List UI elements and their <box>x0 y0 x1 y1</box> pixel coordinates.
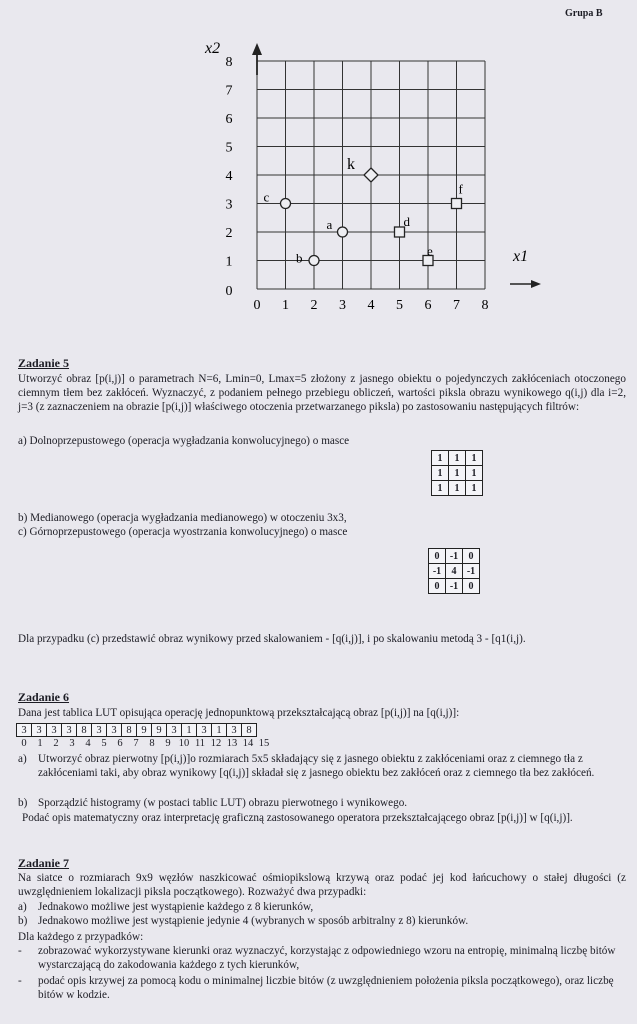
lut-index-label: 8 <box>149 738 155 749</box>
zadanie6-intro: Dana jest tablica LUT opisująca operację jednopunktową przekształcającą obraz [p(i,j)] na [q(i,j)]: <box>18 707 460 719</box>
mask-highpass <box>428 548 480 594</box>
lut-index-label: 4 <box>85 738 91 749</box>
zadanie5-item-a: a) Dolnoprzepustowego (operacja wygładzania konwolucyjnego) o masce <box>18 435 350 447</box>
lut-table <box>16 723 257 737</box>
grid-point-d-label: d <box>403 214 410 229</box>
y-tick-label: 4 <box>225 169 233 184</box>
grid-point-b-label: b <box>296 250 303 266</box>
x-tick-label: 6 <box>424 298 432 313</box>
y-tick-label: 8 <box>225 55 233 70</box>
zadanie7-a-text: Jednakowo możliwe jest wystąpienie każdego z 8 kierunków, <box>38 901 314 913</box>
lut-cell: 1 <box>182 724 197 737</box>
mask-highpass-cell: 0 <box>429 579 446 594</box>
lut-index-label: 12 <box>210 738 222 749</box>
grid-point-c-marker <box>281 199 291 209</box>
lut-index-label: 3 <box>69 738 75 749</box>
x-tick-label: 3 <box>339 298 346 313</box>
grid-point-k-marker <box>364 168 378 182</box>
lut-cell: 3 <box>17 724 32 737</box>
lut-cell: 8 <box>242 724 257 737</box>
zadanie7-for-each: Dla każdego z przypadków: <box>18 931 144 943</box>
mask-highpass-cell: -1 <box>463 564 480 579</box>
x-axis-label: x1 <box>513 248 529 265</box>
lut-index-label: 0 <box>21 738 27 749</box>
mask-lowpass-cell: 1 <box>466 481 483 496</box>
grid-point-a-marker <box>338 227 348 237</box>
grid-point-k-label: k <box>347 156 355 173</box>
mask-highpass-cell: 0 <box>463 579 480 594</box>
mask-highpass-cell: -1 <box>446 549 463 564</box>
zadanie7-intro: Na siatce o rozmiarach 9x9 węzłów naszkicować ośmiopikslową krzywą oraz podać jej kod łańcuchowy o stałej długości (z uwzględnieniem lokalizacji piksla początkowego). Rozważyć dwa przypadki: <box>18 872 626 898</box>
mask-lowpass-cell: 1 <box>449 451 466 466</box>
lut-index-label: 15 <box>258 738 270 749</box>
y-axis-label: x2 <box>205 40 221 57</box>
x-tick-label: 0 <box>253 298 261 313</box>
lut-index-label: 9 <box>165 738 171 749</box>
zadanie7-title: Zadanie 7 <box>18 856 70 870</box>
x-tick-label: 2 <box>310 298 318 313</box>
x-tick-label: 1 <box>282 298 289 313</box>
zadanie6-item-a: a) Utworzyć obraz pierwotny [p(i,j)]o rozmiarach 5x5 składający się z jasnego obiektu z zakłóceniami oraz z ciemnego tła z zakłóceniami taki, aby obraz wynikowy [q(i,j)] składał się z jasnego obiektu bez zakłóceń oraz z ciemnego tła bez zakłóceń. <box>18 752 618 780</box>
grid-point-b-marker <box>309 256 319 266</box>
grid-point-c-label: c <box>263 189 270 205</box>
mask-lowpass-cell: 1 <box>449 481 466 496</box>
mask-lowpass-cell: 1 <box>432 451 449 466</box>
zadanie6-item-b: b) Sporządzić histogramy (w postaci tablic LUT) obrazu pierwotnego i wynikowego. <box>18 797 408 809</box>
lut-index-label: 2 <box>53 738 59 749</box>
zadanie6-tail: Podać opis matematyczny oraz interpretację graficzną zastosowanego operatora przekształcającego obraz [p(i,j)] w [q(i,j)]. <box>22 812 573 824</box>
grid-point-e-label: e <box>427 243 433 259</box>
mask-highpass-row <box>429 549 480 564</box>
y-tick-label: 1 <box>225 254 233 270</box>
lut-cell: 9 <box>152 724 167 737</box>
zadanie6-a-text: Utworzyć obraz pierwotny [p(i,j)]o rozmiarach 5x5 składający się z jasnego obiektu z zakłóceniami oraz z ciemnego tła z zakłóceniami taki, aby obraz wynikowy [q(i,j)] składał się z jasnego obiektu bez zakłóceń oraz z ciemnego tła bez zakłóceń. <box>38 753 595 779</box>
zadanie7-bullet2-text: podać opis krzywej za pomocą kodu o minimalnej liczbie bitów (z uwzględnieniem położenia piksla początkowego), oraz liczbę bitów w kodzie. <box>38 975 614 1001</box>
lut-cell: 9 <box>137 724 152 737</box>
mask-highpass-cell: 4 <box>446 564 463 579</box>
zadanie7-bullet2: - podać opis krzywej za pomocą kodu o minimalnej liczbie bitów (z uwzględnieniem położenia piksla początkowego), oraz liczbę bitów w kodzie. <box>18 974 618 1002</box>
lut-cell: 3 <box>62 724 77 737</box>
x-tick-label: 7 <box>453 298 460 313</box>
x-arrow-head <box>531 280 541 288</box>
lut-index-label: 1 <box>37 738 43 749</box>
zadanie5-item-b: b) Medianowego (operacja wygładzania medianowego) w otoczeniu 3x3, <box>18 512 347 524</box>
group-label: Grupa B <box>565 8 603 19</box>
zadanie5-note: Dla przypadku (c) przedstawić obraz wynikowy przed skalowaniem - [q(i,j)], i po skalowaniu metodą 3 - [q1(i,j). <box>18 633 526 645</box>
y-tick-label: 3 <box>225 197 233 213</box>
lut-index-label: 13 <box>226 738 238 749</box>
pixel-grid-diagram <box>195 35 555 315</box>
y-tick-label: 0 <box>225 284 233 299</box>
zadanie5-title: Zadanie 5 <box>18 356 70 370</box>
lut-values-row <box>17 724 257 737</box>
lut-index-label: 5 <box>101 738 107 749</box>
lut-cell: 3 <box>227 724 242 737</box>
x-tick-label: 4 <box>367 298 375 313</box>
grid-point-f-marker <box>452 199 462 209</box>
zadanie7-bullet1: - zobrazować wykorzystywane kierunki oraz wyznaczyć, korzystając z odpowiedniego wzoru na entropię, minimalną liczbę bitów wystarczającą do zakodowania każdego z tych kierunków, <box>18 944 618 972</box>
mask-lowpass-cell: 1 <box>466 451 483 466</box>
y-tick-label: 2 <box>225 226 233 241</box>
lut-cell: 1 <box>212 724 227 737</box>
lut-cell: 3 <box>167 724 182 737</box>
zadanie7-item-a: a) Jednakowo możliwe jest wystąpienie każdego z 8 kierunków, <box>18 901 314 913</box>
lut-cell: 3 <box>107 724 122 737</box>
y-tick-label: 7 <box>225 83 233 99</box>
lut-index-label: 10 <box>178 738 190 749</box>
lut-index-label: 6 <box>117 738 123 749</box>
mask-highpass-row <box>429 579 480 594</box>
lut-index-label: 11 <box>194 738 206 749</box>
zadanie7-bullet1-text: zobrazować wykorzystywane kierunki oraz wyznaczyć, korzystając z odpowiedniego wzoru na entropię, minimalną liczbę bitów wystarczającą do zakodowania każdego z tych kierunków, <box>38 945 616 971</box>
zadanie6-b-text: Sporządzić histogramy (w postaci tablic LUT) obrazu pierwotnego i wynikowego. <box>38 797 408 809</box>
lut-index-row <box>16 738 272 749</box>
y-tick-label: 6 <box>225 112 233 127</box>
mask-lowpass-cell: 1 <box>466 466 483 481</box>
zadanie6-title: Zadanie 6 <box>18 690 70 704</box>
lut-cell: 8 <box>122 724 137 737</box>
mask-highpass-cell: 0 <box>429 549 446 564</box>
grid-points <box>264 156 464 266</box>
lut-cell: 3 <box>197 724 212 737</box>
lut-cell: 3 <box>47 724 62 737</box>
zadanie5-intro: Utworzyć obraz [p(i,j)] o parametrach N=6, Lmin=0, Lmax=5 złożony z jasnego obiektu o pojedynczych zakłóceniach otoczonego ciemnym tłem bez zakłóceń. Wyznaczyć, z podaniem pełnego przebiegu obliczeń, wartości piksla obrazu wynikowego q(i,j) dla i=2, j=3 (z zaznaczeniem na obrazie [p(i,j)] właściwego otoczenia przetwarzanego piksla) po zastosowaniu następujących filtrów: <box>18 373 626 413</box>
x-tick-label: 5 <box>396 298 403 313</box>
mask-lowpass-row <box>432 481 483 496</box>
lut-index-label: 7 <box>133 738 139 749</box>
mask-lowpass <box>431 450 483 496</box>
mask-lowpass-cell: 1 <box>449 466 466 481</box>
grid-point-f-label: f <box>458 181 463 197</box>
tick-labels <box>226 55 489 313</box>
zadanie7-b-text: Jednakowo możliwe jest wystąpienie jedynie 4 (wybranych w sposób arbitralny z 8) kierunków. <box>38 915 469 927</box>
mask-highpass-cell: -1 <box>446 579 463 594</box>
mask-lowpass-cell: 1 <box>432 481 449 496</box>
zadanie5-item-c: c) Górnoprzepustowego (operacja wyostrzania konwolucyjnego) o masce <box>18 526 348 538</box>
lut-cell: 3 <box>32 724 47 737</box>
x-tick-label: 8 <box>481 298 489 313</box>
mask-lowpass-row <box>432 451 483 466</box>
mask-highpass-row <box>429 564 480 579</box>
y-arrow-head <box>252 43 262 55</box>
lut-index-label: 14 <box>242 738 254 749</box>
zadanie7-item-b: b) Jednakowo możliwe jest wystąpienie jedynie 4 (wybranych w sposób arbitralny z 8) kierunków. <box>18 915 469 927</box>
mask-highpass-cell: 0 <box>463 549 480 564</box>
lut-cell: 3 <box>92 724 107 737</box>
mask-lowpass-cell: 1 <box>432 466 449 481</box>
lut-cell: 8 <box>77 724 92 737</box>
mask-lowpass-row <box>432 466 483 481</box>
grid-point-a-label: a <box>326 217 333 232</box>
mask-highpass-cell: -1 <box>429 564 446 579</box>
y-tick-label: 5 <box>225 140 233 156</box>
